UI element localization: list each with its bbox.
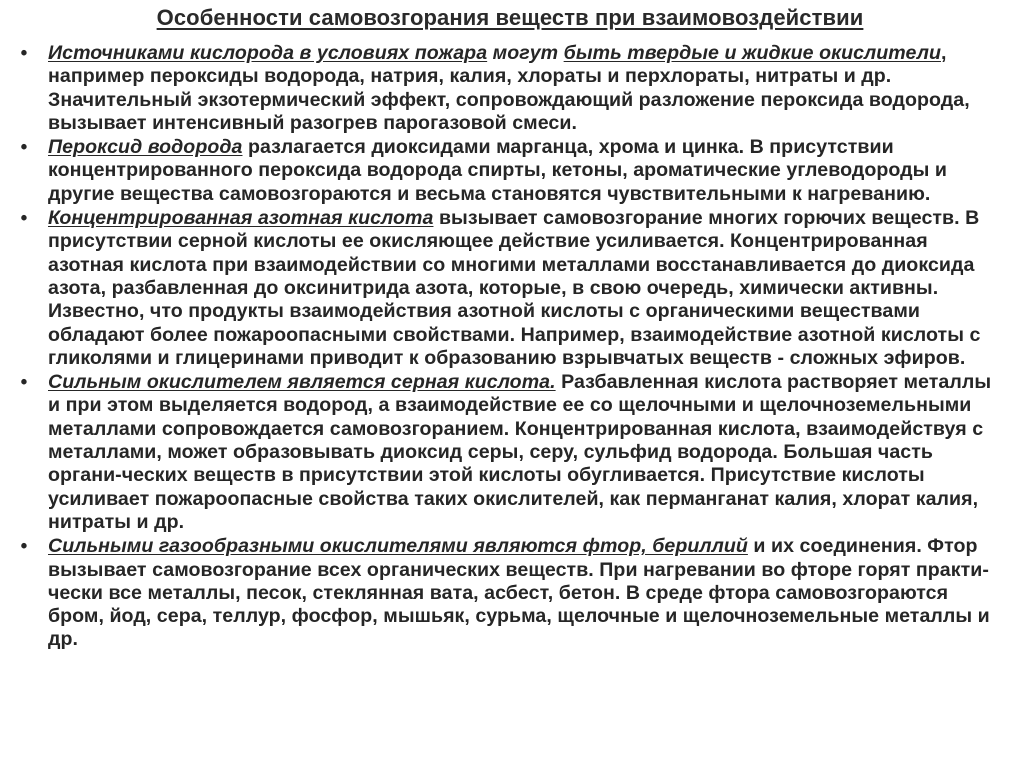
bullet-connector: могут (487, 42, 564, 64)
bullet-text: вызывает самовозгорание многих горючих веществ. В присутствии серной кислоты ее окисляющее действие усиливается. Концентрированная азотная кислота при взаимодействии со многими металлами восстанавливается до диоксида азота, разбавленная до оксинитрида азота, которые, в свою очередь, химически активны. Известно, что продукты взаимодействия азотной кислоты с органическими веществами обладают более пожароопасными свойствами. Например, взаимодействие азотной кислоты с гликолями и глицеринами приводит к образованию взрывчатых веществ - сложных эфиров. (48, 207, 981, 369)
bullet-text: , например пероксиды водорода, натрия, калия, хлораты и перхлораты, нитраты и др. Значительный экзотермический эффект, сопровождающий разложение пероксида водорода, вызывает интенсивный разогрев парогазовой смеси. (48, 42, 970, 134)
bullet-item-oxygen-sources (14, 42, 1006, 135)
bullet-emphasis-2: быть твердые и жидкие окислители (563, 42, 941, 64)
bullet-emphasis: Сильными газообразными окислителями являются фтор, бериллий (48, 535, 748, 558)
bullet-emphasis: Сильным окислителем является серная кислота. (48, 371, 556, 394)
bullet-text: разлагается диоксидами марганца, хрома и цинка. В присутствии концентрированного пероксида водорода спирты, кетоны, ароматические углеводороды и другие вещества самовозгораются и весьма становятся чувствительными к нагреванию. (48, 136, 947, 205)
bullet-emphasis: Концентрированная азотная кислота (48, 207, 434, 230)
bullet-icon: • (20, 372, 28, 394)
bullet-emphasis: Источниками кислорода в условиях пожара (48, 42, 488, 64)
bullet-icon: • (20, 43, 28, 64)
bullet-text: Разбавленная кислота растворяет металлы и при этом выделяется водород, а взаимодействие ее со щелочными и щелочноземельными металлами сопровождается самовозгоранием. Концентрированная кислота, взаимодействуя с металлами, может образовывать диоксид серы, серу, сульфид водорода. Большая часть органи-ческих веществ в присутствии этой кислоты обугливается. Присутствие кислоты усиливает пожароопасные свойства таких окислителей, как перманганат калия, хлорат калия, нитраты и др. (48, 371, 992, 533)
bullet-text: и их соединения. Фтор вызывает самовозгорание всех органических веществ. При нагревании во фторе горят практи-чески все металлы, песок, стеклянная вата, асбест, бетон. В среде фтора самовозгораются бром, йод, сера, теллур, фосфор, мышьяк, сурьма, щелочные и щелочноземельные металлы и др. (48, 535, 990, 651)
bullet-item-nitric-acid (14, 207, 1006, 370)
bullet-emphasis: Пероксид водорода (48, 136, 243, 159)
bullet-item-hydrogen-peroxide (14, 136, 1006, 206)
slide-title: Особенности самовозгорания веществ при взаимовоздействии (156, 5, 864, 30)
bullet-list (14, 42, 1006, 652)
bullet-icon: • (20, 536, 28, 558)
bullet-item-gaseous-oxidizers (14, 535, 1006, 651)
bullet-item-sulfuric-acid (14, 371, 1006, 534)
bullet-icon: • (20, 137, 28, 159)
bullet-icon: • (20, 208, 28, 230)
